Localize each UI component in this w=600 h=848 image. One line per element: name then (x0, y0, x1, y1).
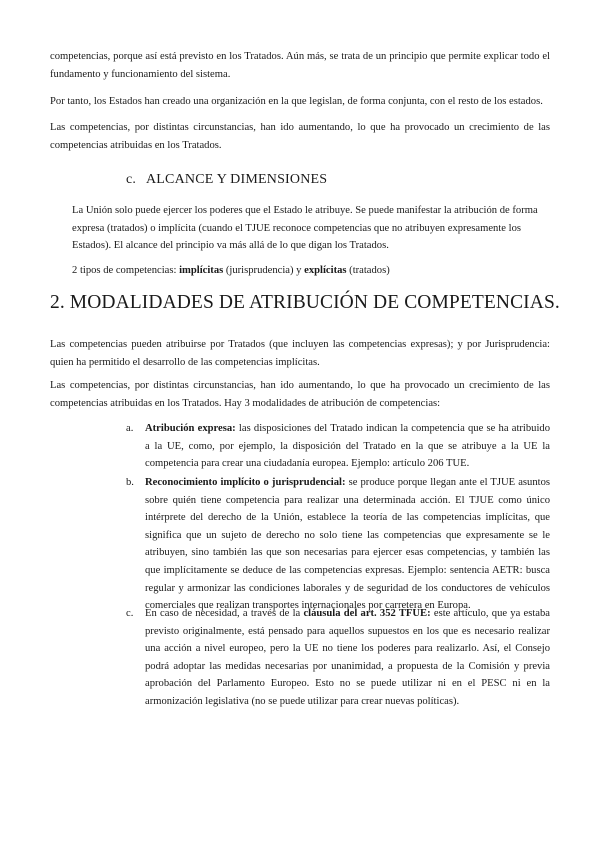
section-c-paragraph: La Unión solo puede ejercer los poderes que el Estado le atribuye. Se puede manifestar la atribución de forma expresa (tratados) o implícita (cuando el TJUE reconoce competencias que no atribuyen expresamente los Estados). El alcance del principio va más allá de lo que digan los Tratados. (72, 205, 538, 251)
item-c-pre: En caso de necesidad, a través de la (145, 608, 304, 619)
item-c-text: este artículo, que ya estaba previsto originalmente, está pensado para aquellos supuestos en los que es necesario realizar una acción a nivel europeo, pero la UE no tiene los poderes para realizarlo. Así, el Consejo podrá adoptar las medidas necesarias por unanimidad, a propuesta de la Comisión y previa aprobación del Parlamento Europeo. Esto no se puede utilizar ni en el PESC ni en la armonización legislativa (no se puede utilizar para crear nuevas políticas). (145, 608, 551, 707)
item-a-text: las disposiciones del Tratado indican la competencia que se ha atribuido a la UE, como, por ejemplo, la disposición del Tratado en la que se atribuye a la UE la competencia para crear una ciudadanía europea. Ejemplo: artículo 206 TUE. (145, 423, 551, 470)
intro-paragraph-1: competencias, porque así está previsto en los Tratados. Aún más, se trata de un principio que permite explicar todo el fundamento y funcionamiento del sistema. (50, 51, 550, 80)
section-2-paragraph-2: Las competencias, por distintas circunstancias, han ido aumentando, lo que ha provocado un crecimiento de las competencias atribuidas en los Tratados. Hay 3 modalidades de atribución de competencias: (50, 380, 550, 409)
list-marker-b: b. (126, 477, 134, 488)
list-marker-a: a. (126, 423, 134, 434)
types-suffix: (tratados) (346, 265, 390, 276)
intro-paragraph-3: Las competencias, por distintas circunstancias, han ido aumentando, lo que ha provocado un crecimiento de las competencias atribuidas en los Tratados. (50, 122, 550, 151)
list-item-b (126, 474, 551, 615)
section-2-paragraph-1: Las competencias pueden atribuirse por Tratados (que incluyen las competencias expresas); y por Jurisprudencia: quien ha permitido el desarrollo de las competencias implícitas. (50, 339, 550, 368)
item-a-bold: Atribución expresa: (145, 423, 236, 434)
types-prefix: 2 tipos de competencias: (72, 265, 180, 276)
item-b-text: se produce porque llegan ante el TJUE asuntos sobre quién tiene competencia para realizar una determinada acción. El TJUE como único intérprete del derecho de la Unión, establece la teoría de las competencias implícitas, que significa que un sujeto de derecho no solo tiene las competencias que expresamente se le atribuyen, sino también las que son necesarias para ejercer esas competencias, y también las que implícitamente se deduce de las competencias expresas. Ejemplo: sentencia AETR: busca regular y armonizar las condiciones laborales y de seguridad de los conductores de vehículos comerciales que realizan transportes internacionales por carretera en Europa. (145, 477, 551, 612)
section-2-title: 2. MODALIDADES DE ATRIBUCIÓN DE COMPETENCIAS. (50, 292, 560, 313)
types-explicit: explícitas (304, 265, 347, 276)
list-item-c (126, 605, 551, 711)
section-c-title: ALCANCE Y DIMENSIONES (146, 172, 328, 187)
competence-types-line (72, 262, 550, 280)
item-b-bold: Reconocimiento implícito o jurisprudencial: (145, 477, 346, 488)
list-marker-c: c. (126, 608, 134, 619)
item-c-bold: cláusula del art. 352 TFUE: (303, 608, 431, 619)
section-c-number: c. (126, 172, 137, 187)
types-middle: (jurisprudencia) y (223, 265, 305, 276)
types-implicit: implícitas (179, 265, 224, 276)
list-item-a (126, 420, 551, 473)
intro-paragraph-2: Por tanto, los Estados han creado una organización en la que legislan, de forma conjunta, con el resto de los estados. (50, 96, 543, 107)
section-c-heading (126, 172, 327, 188)
